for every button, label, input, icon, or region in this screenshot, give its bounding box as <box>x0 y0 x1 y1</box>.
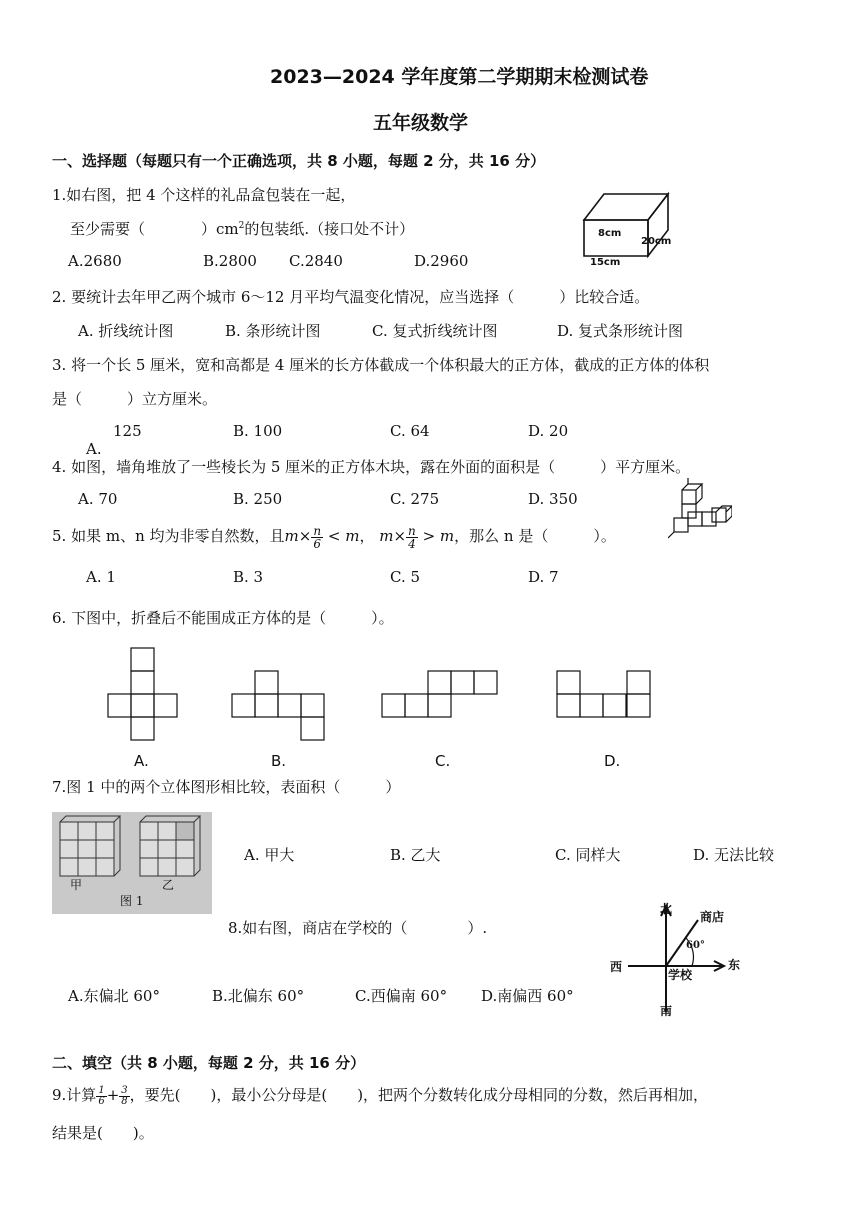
question-3-option-d: D. 20 <box>528 422 569 440</box>
compass-angle-label: 60° <box>686 940 705 951</box>
box-width-label: 20cm <box>641 236 672 247</box>
question-3-option-c: C. 64 <box>390 422 430 440</box>
figure-1-photo <box>52 812 212 914</box>
question-8-option-c: C.西偏南 60° <box>355 987 448 1005</box>
question-1-line1: 1.如右图，把 4 个这样的礼品盒包装在一起， <box>52 186 356 204</box>
question-9-line1: 9.计算 $\frac{1}{6}$ + $\frac{3}{8}$ ，要先( )，最小公分母是( )，把两个分数转化成分母相同的分数，然后再相加， <box>52 1084 709 1107</box>
net-label-c: C. <box>435 752 451 770</box>
question-4-option-a: A. 70 <box>78 490 118 508</box>
figure-1-label-jia: 甲 <box>70 878 83 892</box>
compass-shop-label: 商店 <box>700 910 725 924</box>
page-subtitle: 五年级数学 <box>373 112 469 134</box>
question-5-option-a: A. 1 <box>86 568 116 586</box>
question-1-option-b: B.2800 <box>203 252 257 270</box>
question-4-text: 4. 如图，墙角堆放了一些棱长为 5 厘米的正方体木块，露在外面的面积是（ ）平方厘米。 <box>52 458 691 476</box>
question-5-option-b: B. 3 <box>233 568 264 586</box>
question-2-option-b: B. 条形统计图 <box>225 322 321 340</box>
compass-east-label: 东 <box>728 958 741 972</box>
question-1-option-d: D.2960 <box>414 252 469 270</box>
cube-nets-figure <box>100 640 660 750</box>
question-6-text: 6. 下图中，折叠后不能围成正方体的是（ ）。 <box>52 609 394 627</box>
question-1-option-c: C.2840 <box>289 252 343 270</box>
question-4-option-c: C. 275 <box>390 490 440 508</box>
question-3-option-a-letter: A. <box>86 440 102 458</box>
question-8-option-a: A.东偏北 60° <box>68 987 160 1005</box>
question-1-line2: 至少需要（ ）$cm^2$的包装纸.（接口处不计） <box>70 220 415 238</box>
section-heading-fill-blank: 二、填空（共 8 小题，每题 2 分，共 16 分） <box>52 1054 366 1072</box>
question-2-option-d: D. 复式条形统计图 <box>557 322 684 340</box>
net-label-d: D. <box>604 752 621 770</box>
question-5-text: 5. 如果 m、n 均为非零自然数，且m× $\frac{n}{6}$ < m， m× $\frac{n}{4}$ > m，那么 n 是（ ）。 <box>52 523 616 551</box>
question-3-line2: 是（ ）立方厘米。 <box>52 390 218 408</box>
question-4-option-b: B. 250 <box>233 490 283 508</box>
question-7-option-c: C. 同样大 <box>555 846 621 864</box>
question-5-option-d: D. 7 <box>528 568 559 586</box>
figure-1-caption: 图 1 <box>120 894 144 908</box>
compass-figure <box>604 900 750 1016</box>
compass-school-label: 学校 <box>668 968 693 982</box>
net-label-a: A. <box>134 752 149 770</box>
box-height-label: 8cm <box>598 228 622 239</box>
question-3-option-a-value: 125 <box>113 422 142 440</box>
question-2-option-a: A. 折线统计图 <box>78 322 174 340</box>
question-7-option-a: A. 甲大 <box>244 846 295 864</box>
question-7-option-d: D. 无法比较 <box>693 846 775 864</box>
question-3-line1: 3. 将一个长 5 厘米，宽和高都是 4 厘米的长方体截成一个体积最大的正方体，截成的正方体的体积 <box>52 356 710 374</box>
net-label-b: B. <box>271 752 287 770</box>
compass-north-label: 北 <box>660 902 673 916</box>
section-heading-choice: 一、选择题（每题只有一个正确选项，共 8 小题，每题 2 分，共 16 分） <box>52 152 546 170</box>
question-3-option-b: B. 100 <box>233 422 283 440</box>
question-4-option-d: D. 350 <box>528 490 578 508</box>
compass-west-label: 西 <box>610 960 623 974</box>
question-2-option-c: C. 复式折线统计图 <box>372 322 498 340</box>
question-8-option-d: D.南偏西 60° <box>481 987 574 1005</box>
question-5-option-c: C. 5 <box>390 568 421 586</box>
gift-box-figure <box>578 186 678 270</box>
question-8-option-b: B.北偏东 60° <box>212 987 305 1005</box>
corner-cubes-figure <box>668 476 732 540</box>
question-7-text: 7.图 1 中的两个立体图形相比较，表面积（ ） <box>52 778 401 796</box>
page-title: 2023—2024 学年度第二学期期末检测试卷 <box>270 66 649 88</box>
question-1-option-a: A.2680 <box>68 252 122 270</box>
question-7-option-b: B. 乙大 <box>390 846 441 864</box>
question-2-text: 2. 要统计去年甲乙两个城市 6～12 月平均气温变化情况，应当选择（ ）比较合适。 <box>52 288 650 306</box>
figure-1-label-yi: 乙 <box>162 878 175 892</box>
question-8-text: 8.如右图，商店在学校的（ ）. <box>228 919 488 937</box>
question-9-line2: 结果是( )。 <box>52 1124 154 1142</box>
compass-south-label: 南 <box>660 1004 673 1018</box>
box-length-label: 15cm <box>590 257 621 268</box>
